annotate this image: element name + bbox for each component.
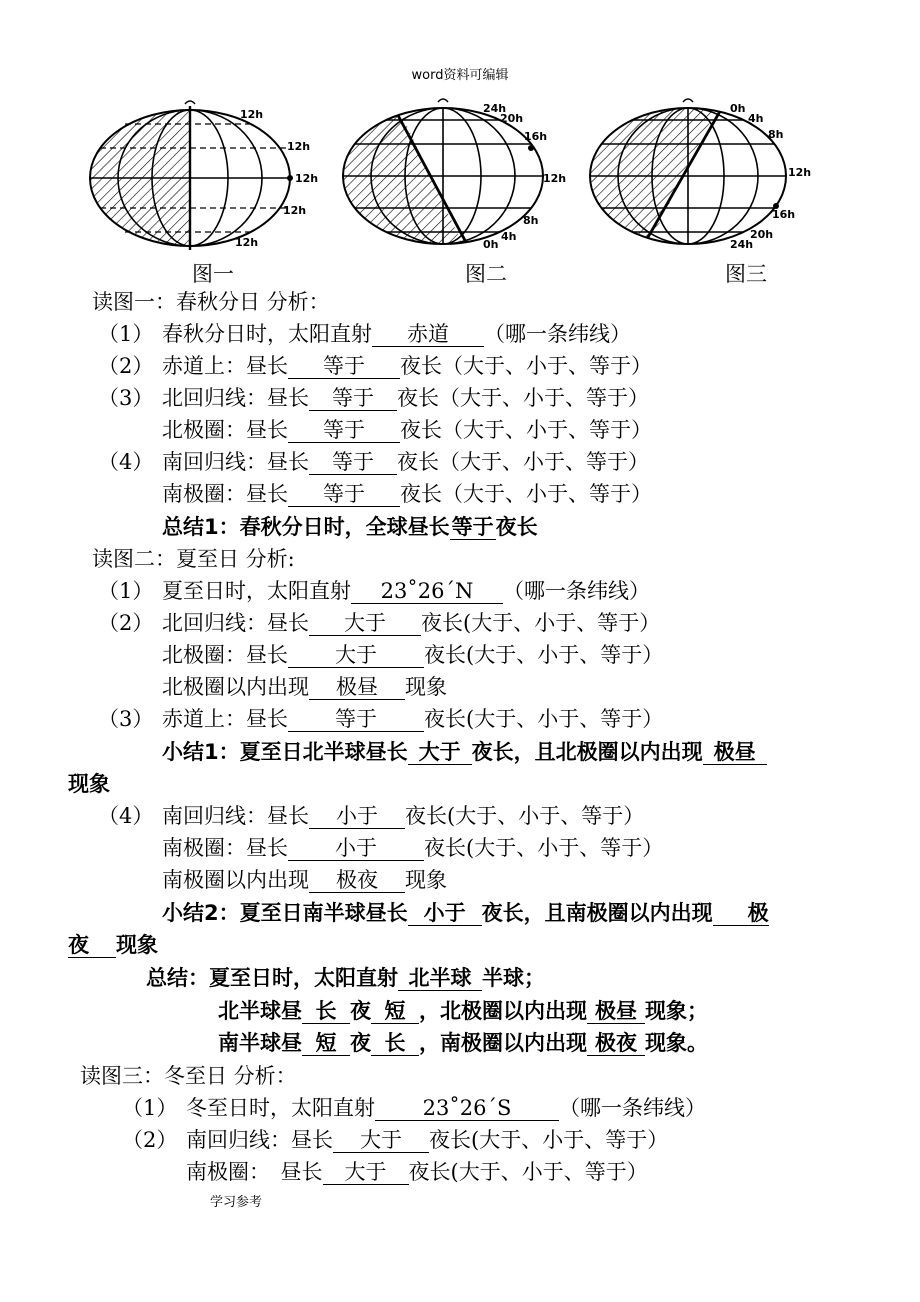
answer-blank: 23˚26´S — [375, 1096, 559, 1121]
globe-winter-solstice — [588, 96, 818, 256]
s2-total-line2: 北半球昼 长 夜 短 ，北极圈以内出现 极昼 现象； — [218, 999, 708, 1023]
s2-title: 读图二：夏至日 分析: — [92, 547, 295, 571]
s2-sum2-line1: 小结2：夏至日南半球昼长 小于 夜长，且南极圈以内出现 极 — [162, 901, 769, 925]
figure-label-1: 图一 — [192, 262, 234, 286]
s2-q2c: 北极圈以内出现 极昼 现象 — [162, 675, 447, 699]
g2-label-4: 12h — [543, 172, 567, 185]
figure-label-2: 图二 — [465, 262, 507, 286]
s2-sum1-line1: 小结1：夏至日北半球昼长 大于 夜长，且北极圈以内出现 极昼 — [162, 738, 767, 766]
s2-q4c: 南极圈以内出现 极夜 现象 — [162, 868, 447, 892]
answer-blank: 夜 — [68, 933, 116, 958]
answer-blank: 等于 — [288, 418, 400, 443]
answer-blank: 极昼 — [703, 740, 767, 765]
s2-q1: （1） 夏至日时，太阳直射 23˚26´N （哪一条纬线） — [98, 579, 650, 603]
s3-title: 读图三：冬至日 分析： — [80, 1064, 297, 1088]
g1-label-2: 12h — [287, 140, 311, 153]
answer-blank: 长 — [371, 1031, 419, 1056]
s2-q2b: 北极圈：昼长 大于 夜长(大于、小于、等于） — [162, 643, 664, 667]
g3-label-1: 0h — [730, 102, 746, 115]
answer-blank: 大于 — [333, 1128, 429, 1153]
s1-q4b: 南极圈：昼长 等于 夜长（大于、小于、等于） — [162, 482, 652, 506]
answer-blank: 短 — [371, 999, 419, 1024]
globe-equinox — [85, 96, 319, 256]
answer-blank: 北半球 — [398, 966, 482, 991]
s1-q3a: （3） 北回归线：昼长 等于 夜长（大于、小于、等于） — [98, 386, 649, 410]
answer-blank: 小于 — [309, 804, 405, 829]
s3-q1: （1） 冬至日时，太阳直射 23˚26´S （哪一条纬线） — [122, 1096, 706, 1120]
answer-blank: 等于 — [309, 386, 397, 411]
g2-label-1: 24h — [483, 102, 507, 115]
g1-label-3: 12h — [295, 172, 319, 185]
answer-blank: 极 — [713, 901, 769, 926]
s3-q2a: （2） 南回归线：昼长 大于 夜长(大于、小于、等于） — [122, 1128, 669, 1152]
globe-summer-solstice — [338, 96, 568, 256]
answer-blank: 极昼 — [587, 999, 645, 1024]
answer-blank: 等于 — [451, 515, 494, 539]
s2-q3: （3） 赤道上：昼长 等于 夜长(大于、小于、等于） — [98, 707, 664, 731]
s1-q1: （1） 春秋分日时，太阳直射 赤道 （哪一条纬线） — [98, 322, 631, 346]
s2-q4b: 南极圈：昼长 小于 夜长(大于、小于、等于） — [162, 836, 664, 860]
answer-blank: 等于 — [288, 354, 400, 379]
answer-blank: 小于 — [288, 836, 424, 861]
answer-blank: 赤道 — [372, 322, 484, 347]
s2-total-line1: 总结：夏至日时，太阳直射 北半球 半球； — [146, 966, 545, 990]
g3-label-4: 12h — [788, 166, 812, 179]
answer-blank: 短 — [302, 1031, 350, 1056]
answer-blank: 极昼 — [309, 675, 405, 700]
page-footer: 学习参考 — [210, 1195, 263, 1210]
s3-q2b: 南极圈： 昼长 大于 夜长(大于、小于、等于） — [186, 1160, 648, 1184]
g3-label-3: 8h — [768, 128, 784, 141]
answer-blank: 大于 — [309, 611, 421, 636]
s1-q2: （2） 赤道上：昼长 等于 夜长（大于、小于、等于） — [98, 354, 652, 378]
g1-label-5: 12h — [235, 236, 259, 249]
g1-label-1: 12h — [240, 108, 264, 121]
g2-label-2: 20h — [500, 112, 524, 125]
s1-q4a: （4） 南回归线：昼长 等于 夜长（大于、小于、等于） — [98, 450, 649, 474]
g3-label-2: 4h — [748, 112, 764, 125]
answer-blank: 等于 — [309, 450, 397, 475]
s2-q2a: （2） 北回归线：昼长 大于 夜长(大于、小于、等于） — [98, 611, 661, 635]
g1-label-4: 12h — [283, 204, 307, 217]
answer-blank: 等于 — [288, 707, 424, 732]
s1-title: 读图一：春秋分日 分析： — [92, 290, 330, 314]
g3-label-5: 16h — [772, 208, 796, 221]
s2-sum1-line2: 现象 — [68, 772, 110, 796]
g3-label-6: 20h — [750, 228, 774, 241]
answer-blank: 极夜 — [309, 868, 405, 893]
g3-label-7: 24h — [730, 238, 754, 251]
page-header: word资料可编辑 — [411, 68, 509, 83]
answer-blank: 大于 — [323, 1160, 409, 1185]
answer-blank: 小于 — [408, 901, 482, 926]
answer-blank: 23˚26´N — [351, 579, 503, 604]
answer-blank: 大于 — [288, 643, 424, 668]
answer-blank: 等于 — [288, 482, 400, 507]
answer-blank: 大于 — [408, 740, 472, 765]
s1-q3b: 北极圈：昼长 等于 夜长（大于、小于、等于） — [162, 418, 652, 442]
s2-total-line3: 南半球昼 短 夜 长 ，南极圈以内出现 极夜 现象。 — [218, 1031, 708, 1055]
g2-label-7: 0h — [483, 238, 499, 251]
answer-blank: 极夜 — [587, 1031, 645, 1056]
g2-label-5: 8h — [523, 214, 539, 227]
g2-label-6: 4h — [501, 230, 517, 243]
s2-q4a: （4） 南回归线：昼长 小于 夜长(大于、小于、等于） — [98, 804, 645, 828]
s2-sum2-line2: 夜 现象 — [68, 933, 158, 957]
figure-label-3: 图三 — [725, 262, 767, 286]
answer-blank: 长 — [302, 999, 350, 1024]
g2-label-3: 16h — [524, 130, 548, 143]
s1-summary: 总结1：春秋分日时，全球昼长等于夜长 — [162, 515, 538, 539]
